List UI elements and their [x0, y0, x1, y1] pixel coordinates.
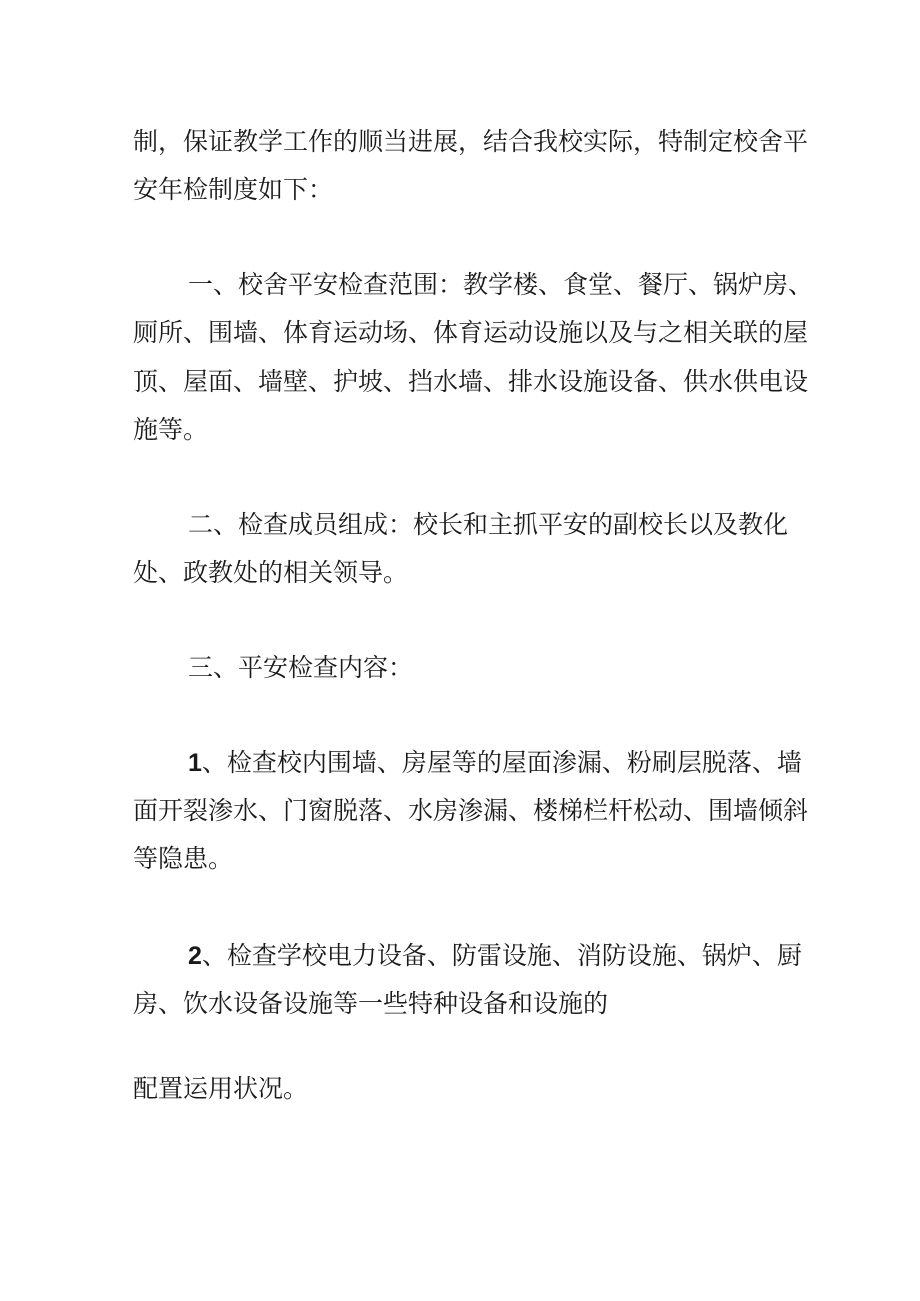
item-2-number: 2: [188, 942, 202, 970]
intro-line-2: 安年检制度如下：: [133, 175, 334, 204]
item-1-number: 1: [188, 749, 202, 777]
section-1-line-1: 一、校舍平安检查范围：教学楼、食堂、餐厅、锅炉房、: [188, 270, 814, 299]
section-1-line-2: 厕所、围墙、体育运动场、体育运动设施以及与之相关联的屋: [133, 318, 809, 347]
item-2-text: 、检查学校电力设备、防雷设施、消防设施、锅炉、厨: [201, 941, 802, 970]
item-1-line-3: 等隐患。: [133, 844, 234, 873]
section-3-heading: 三、平安检查内容：: [188, 653, 414, 682]
intro-line-1: 制，保证教学工作的顺当进展，结合我校实际，特制定校舍平: [133, 127, 809, 156]
section-1-line-3: 顶、屋面、墙壁、护坡、挡水墙、排水设施设备、供水供电设: [133, 367, 809, 396]
item-1-line-2: 面开裂渗水、门窗脱落、水房渗漏、楼梯栏杆松动、围墙倾斜: [133, 796, 809, 825]
item-1-text: 、检查校内围墙、房屋等的屋面渗漏、粉刷层脱落、墙: [201, 748, 802, 777]
item-2-line-3: 配置运用状况。: [133, 1074, 309, 1103]
item-2-line-1: [188, 940, 802, 972]
section-2-line-1: 二、检查成员组成：校长和主抓平安的副校长以及教化: [188, 510, 789, 539]
section-1-line-4: 施等。: [133, 415, 209, 444]
item-1-line-1: [188, 747, 802, 779]
section-2-line-2: 处、政教处的相关领导。: [133, 558, 409, 587]
item-2-line-2: 房、饮水设备设施等一些特种设备和设施的: [133, 989, 609, 1018]
